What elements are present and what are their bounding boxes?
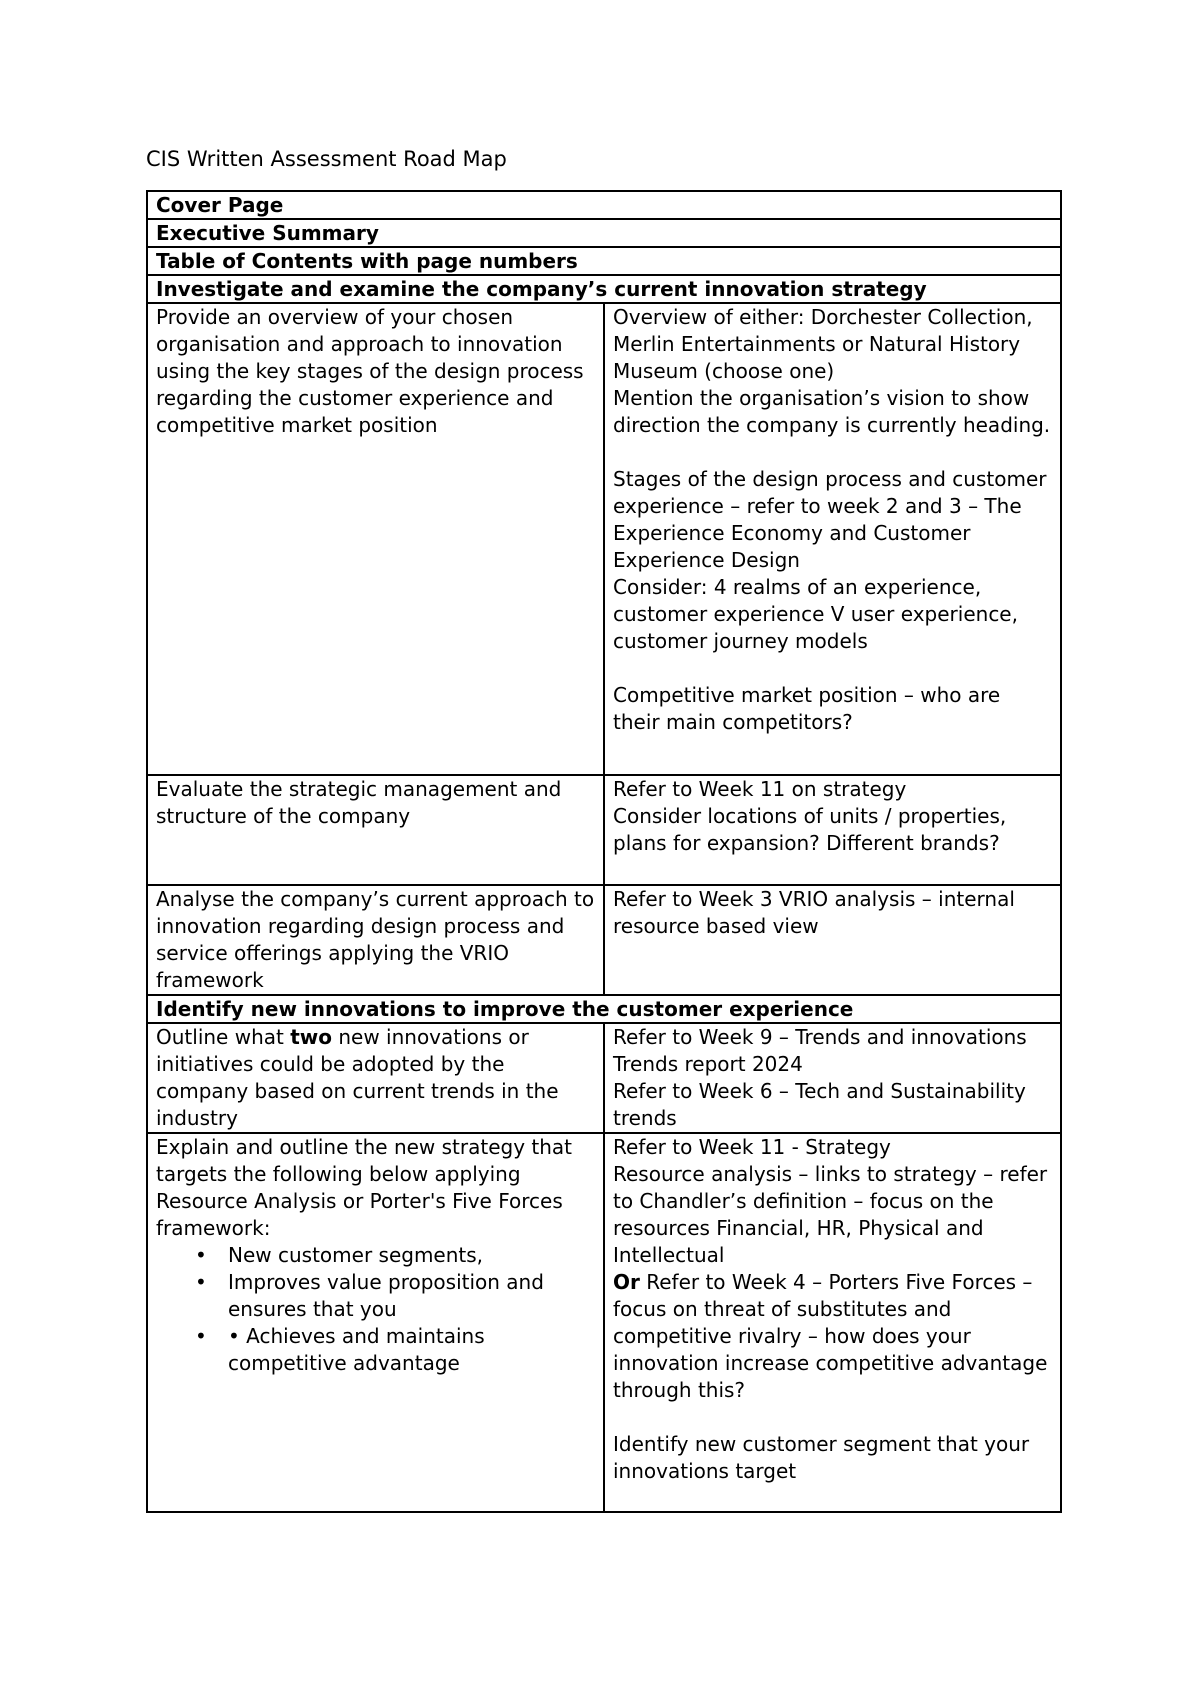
table-row	[147, 1023, 1061, 1133]
bullet-icon: •	[195, 1243, 207, 1267]
executive-summary-heading: Executive Summary	[147, 219, 1061, 247]
guidance-text: Resource analysis – links to strategy – refer to Chandler’s definition – focus on the resources Financial, HR, Physical and Intellectual	[613, 1162, 1054, 1267]
bullet-icon: •	[195, 1270, 207, 1294]
guidance-text: Consider: 4 realms of an experience, customer experience V user experience, customer journey models	[613, 575, 1025, 653]
document-title: CIS Written Assessment Road Map	[146, 147, 507, 171]
guidance-text: Mention the organisation’s vision to show direction the company is currently heading.	[613, 386, 1051, 437]
table-row	[147, 885, 1061, 995]
investigate-section-heading: Investigate and examine the company’s current innovation strategy	[147, 275, 1061, 303]
bullet-icon: •	[195, 1324, 207, 1348]
guidance-cell	[604, 1023, 1061, 1133]
paragraph-spacer	[613, 439, 1052, 466]
table-row	[147, 775, 1061, 885]
guidance-cell	[604, 1133, 1061, 1512]
paragraph-spacer	[613, 655, 1052, 682]
task-cell	[147, 303, 604, 775]
table-row-identify-heading	[147, 995, 1061, 1023]
road-map-table	[146, 190, 1062, 1513]
guidance-cell	[604, 775, 1061, 885]
guidance-text: Identify new customer segment that your innovations target	[613, 1432, 1036, 1483]
table-row-executive-summary	[147, 219, 1061, 247]
list-item	[195, 1269, 595, 1323]
task-text: Provide an overview of your chosen organisation and approach to innovation using the key stages of the design process regarding the customer experience and competitive market position	[156, 305, 590, 437]
guidance-text	[613, 1269, 1052, 1404]
table-row	[147, 1133, 1061, 1512]
table-row-cover-page	[147, 191, 1061, 219]
guidance-cell	[604, 885, 1061, 995]
task-text-end: new innovations or initiatives could be adopted by the company based on current trends in the industry	[156, 1025, 565, 1130]
guidance-or-text: Refer to Week 4 – Porters Five Forces – focus on threat of substitutes and competitive rivalry – how does your innovation increase competitive advantage through this?	[613, 1270, 1054, 1402]
guidance-or-emphasis: Or	[613, 1270, 640, 1294]
task-text	[156, 1024, 595, 1132]
guidance-text: Consider locations of units / properties, plans for expansion? Different brands?	[613, 804, 1013, 855]
task-cell	[147, 1133, 604, 1512]
table-row-investigate-heading	[147, 275, 1061, 303]
guidance-text: Refer to Week 3 VRIO analysis – internal resource based view	[613, 887, 1022, 938]
task-cell	[147, 1023, 604, 1133]
task-text: Explain and outline the new strategy that targets the following below applying Resource Analysis or Porter's Five Forces framework:	[156, 1135, 579, 1240]
guidance-text: Overview of either: Dorchester Collection, Merlin Entertainments or Natural History Museum (choose one)	[613, 305, 1039, 383]
guidance-text: Refer to Week 6 – Tech and Sustainability trends	[613, 1079, 1033, 1130]
guidance-text: Refer to Week 11 on strategy	[613, 777, 907, 801]
task-text-start: Outline what	[156, 1025, 291, 1049]
bullet-list	[156, 1242, 595, 1377]
task-cell	[147, 885, 604, 995]
guidance-text: Stages of the design process and customer experience – refer to week 2 and 3 – The Experience Economy and Customer Experience Design	[613, 467, 1053, 572]
table-of-contents-heading: Table of Contents with page numbers	[147, 247, 1061, 275]
list-item	[195, 1323, 595, 1377]
task-text-emphasis: two	[290, 1025, 332, 1049]
task-text: Analyse the company’s current approach to innovation regarding design process and service offerings applying the VRIO framework	[156, 887, 601, 992]
table-row-table-of-contents	[147, 247, 1061, 275]
task-text: Evaluate the strategic management and structure of the company	[156, 777, 568, 828]
list-item-text: • Achieves and maintains competitive advantage	[228, 1324, 485, 1375]
identify-section-heading: Identify new innovations to improve the customer experience	[147, 995, 1061, 1023]
table-row	[147, 303, 1061, 775]
guidance-text: Refer to Week 11 - Strategy	[613, 1135, 891, 1159]
task-cell	[147, 775, 604, 885]
guidance-cell	[604, 303, 1061, 775]
paragraph-spacer	[613, 1404, 1052, 1431]
cover-page-heading: Cover Page	[147, 191, 1061, 219]
guidance-text: Refer to Week 9 – Trends and innovations Trends report 2024	[613, 1025, 1034, 1076]
list-item-text: New customer segments,	[228, 1243, 484, 1267]
guidance-text: Competitive market position – who are their main competitors?	[613, 683, 1007, 734]
list-item-text: Improves value proposition and ensures that you	[228, 1270, 544, 1321]
list-item	[195, 1242, 595, 1269]
